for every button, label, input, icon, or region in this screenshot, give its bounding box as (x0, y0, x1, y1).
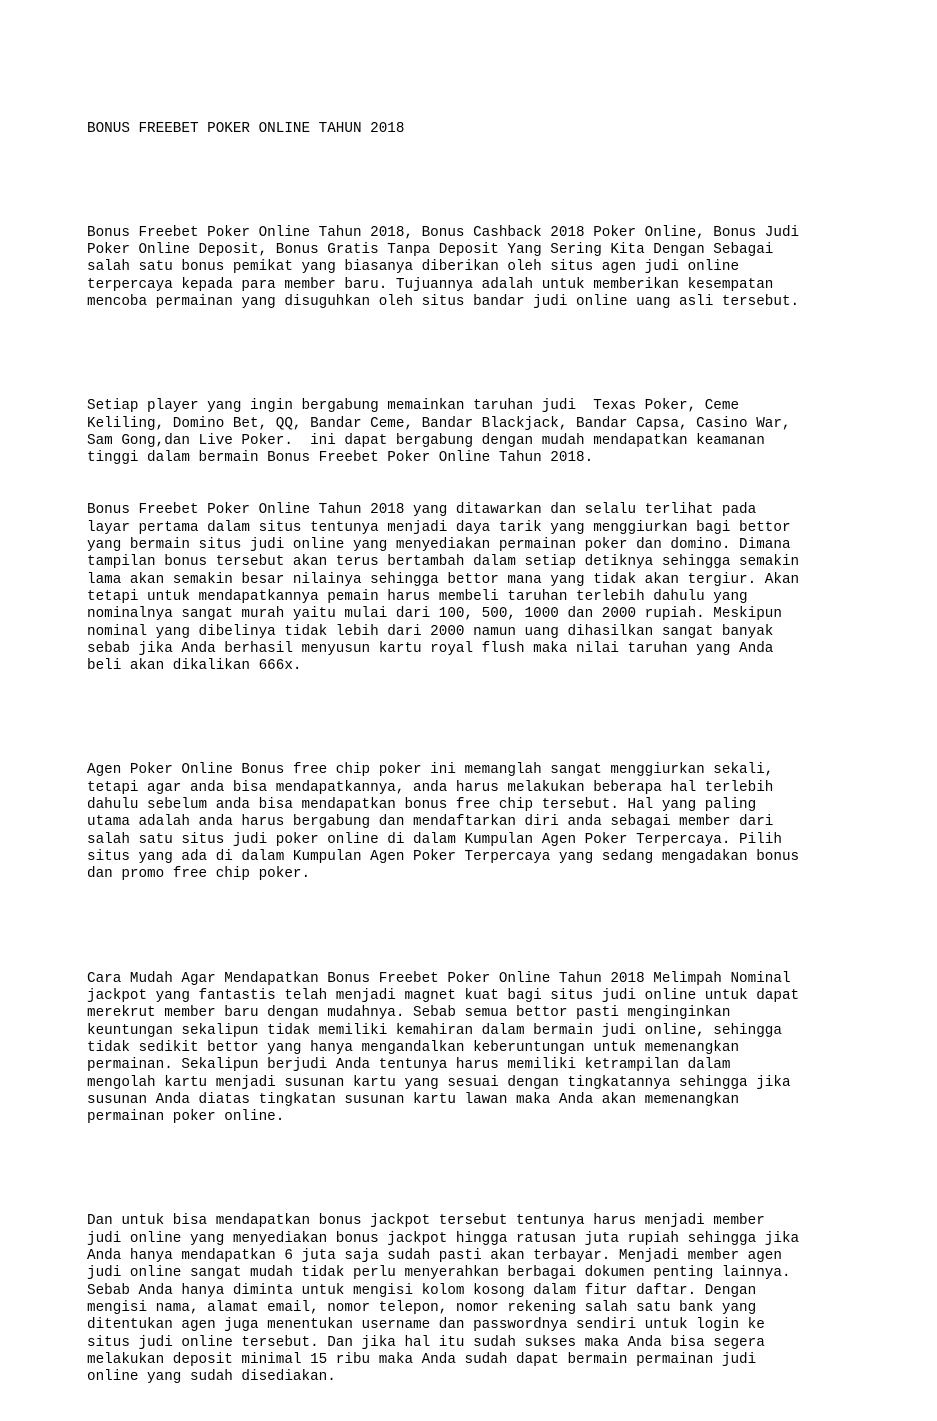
paragraph-gap (87, 1161, 877, 1178)
paragraph-gap (87, 710, 877, 727)
paragraph-4: Agen Poker Online Bonus free chip poker ini memanglah sangat menggiurkan sekali, tetapi agar anda bisa mendapatkannya, anda harus melakukan beberapa hal terlebih dahulu sebelum anda bisa mendapatkan bonus free chip tersebut. Hal yang paling utama adalah anda harus bergabung dan mendaftarkan diri anda sebagai member dari salah satu situs judi poker online di dalam Kumpulan Agen Poker Terpercaya. Pilih situs yang ada di dalam Kumpulan Agen Poker Terpercaya yang sedang mengadakan bonus dan promo free chip poker. (87, 762, 800, 883)
document-title: BONUS FREEBET POKER ONLINE TAHUN 2018 (87, 120, 405, 137)
paragraph-2: Setiap player yang ingin bergabung memainkan taruhan judi Texas Poker, Ceme Keliling, Domino Bet, QQ, Bandar Ceme, Bandar Blackjack, Bandar Capsa, Casino War, Sam Gong,dan Live Poker. ini dapat bergabung dengan mudah mendapatkan keamanan tinggi dalam bermain Bonus Freebet Poker Online Tahun 2018. (87, 398, 791, 467)
paragraph-gap (87, 919, 877, 936)
paragraph-6: Dan untuk bisa mendapatkan bonus jackpot tersebut tentunya harus menjadi member judi online yang menyediakan bonus jackpot hingga ratusan juta rupiah sehingga jika Anda hanya mendapatkan 6 juta saja sudah pasti akan terbayar. Menjadi member agen judi online sangat mudah tidak perlu menyerahkan berbagai dokumen penting lainnya. Sebab Anda hanya diminta untuk mengisi kolom kosong dalam fitur daftar. Dengan mengisi nama, alamat email, nomor telepon, nomor rekening salah satu bank yang ditentukan agen juga menentukan username dan passwordnya sendiri untuk login ke situs judi online tersebut. Dan jika hal itu sudah sukses maka Anda bisa segera melakukan deposit minimal 15 ribu maka Anda sudah dapat bermain permainan judi online yang sudah disediakan. (87, 1213, 800, 1386)
document-body (87, 86, 877, 1421)
paragraph-1: Bonus Freebet Poker Online Tahun 2018, Bonus Cashback 2018 Poker Online, Bonus Judi Poker Online Deposit, Bonus Gratis Tanpa Deposit Yang Sering Kita Dengan Sebagai salah satu bonus pemikat yang biasanya diberikan oleh situs agen judi online terpercaya kepada para member baru. Tujuannya adalah untuk memberikan kesempatan mencoba permainan yang disuguhkan oleh situs bandar judi online uang asli tersebut. (87, 224, 800, 311)
paragraph-3: Bonus Freebet Poker Online Tahun 2018 yang ditawarkan dan selalu terlihat pada layar pertama dalam situs tentunya menjadi daya tarik yang menggiurkan bagi bettor yang bermain situs judi online yang menyediakan permainan poker dan domino. Dimana tampilan bonus tersebut akan terus bertambah dalam setiap detiknya sehingga semakin lama akan semakin besar nilainya sehingga bettor mana yang tidak akan tergiur. Akan tetapi untuk mendapatkannya pemain harus membeli taruhan terlebih dahulu yang nominalnya sangat murah yaitu mulai dari 100, 500, 1000 dan 2000 rupiah. Meskipun nominal yang dibelinya tidak lebih dari 2000 namun uang dihasilkan sangat banyak sebab jika Anda berhasil menyusun kartu royal flush maka nilai taruhan yang Anda beli akan dikalikan 666x. (87, 502, 800, 675)
paragraph-gap (87, 173, 877, 190)
paragraph-gap (87, 346, 877, 363)
paragraph-5: Cara Mudah Agar Mendapatkan Bonus Freebet Poker Online Tahun 2018 Melimpah Nominal jackpot yang fantastis telah menjadi magnet kuat bagi situs judi online untuk dapat merekrut member baru dengan mudahnya. Sebab semua bettor pasti menginginkan keuntungan sekalipun tidak memiliki kemahiran dalam bermain judi online, sehingga tidak sedikit bettor yang hanya mengandalkan keberuntungan untuk memenangkan permainan. Sekalipun berjudi Anda tentunya harus memiliki ketrampilan dalam mengolah kartu menjadi susunan kartu yang sesuai dengan tingkatannya sehingga jika susunan Anda diatas tingkatan susunan kartu lawan maka Anda akan memenangkan permainan poker online. (87, 970, 800, 1126)
